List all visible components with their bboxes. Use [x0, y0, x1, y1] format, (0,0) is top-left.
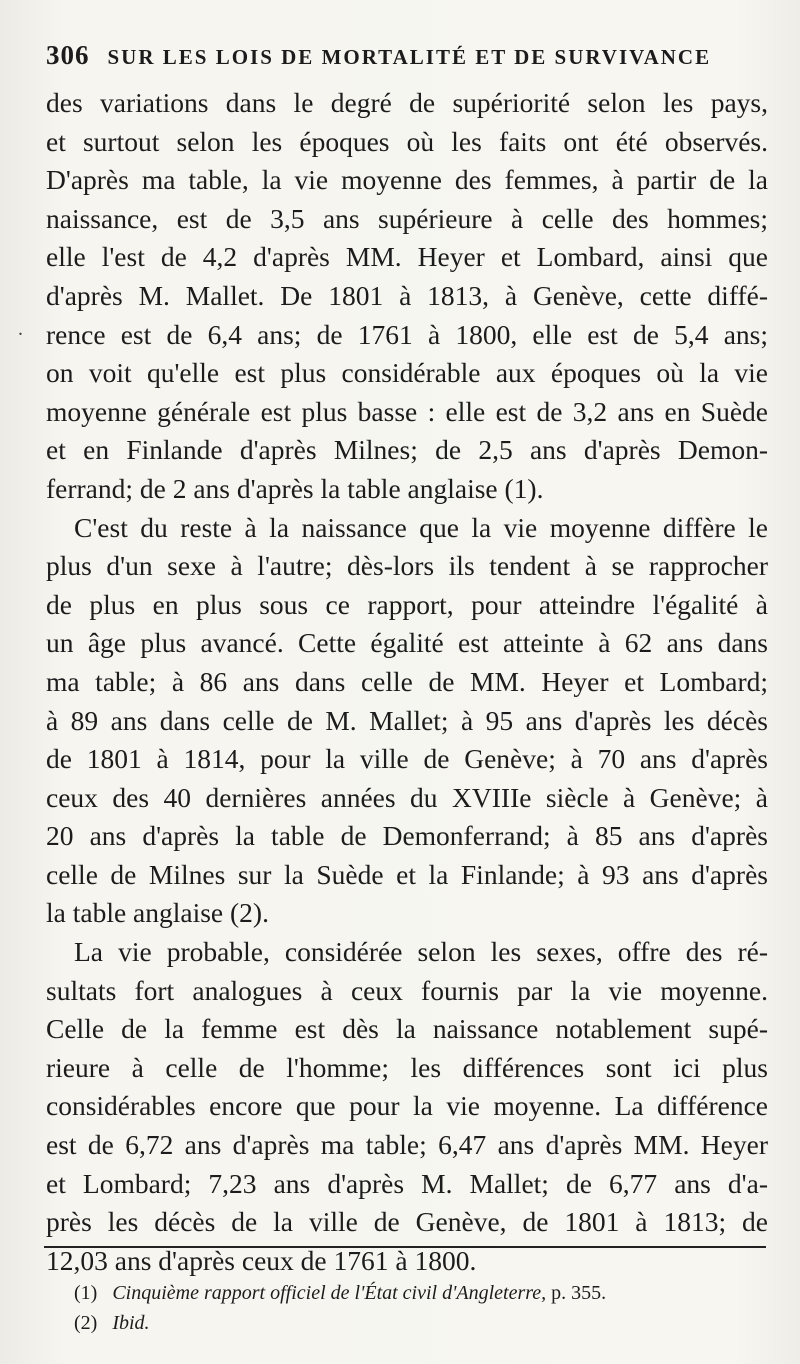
footnote-page: p. 355.	[551, 1282, 607, 1304]
text-line: Celle de la femme est dès la naissance notablement supé-	[46, 1013, 768, 1045]
text-line: de 1801 à 1814, pour la ville de Genève; à 70 ans d'après	[46, 743, 768, 775]
text-line: moyenne générale est plus basse : elle est de 3,2 ans en Suède	[46, 395, 768, 427]
text-line: et en Finlande d'après Milnes; de 2,5 ans d'après Demon-	[46, 434, 768, 466]
footnote-number: (2)	[74, 1312, 98, 1334]
text-line: ma table; à 86 ans dans celle de MM. Heyer et Lombard;	[46, 665, 768, 697]
paragraph-2	[46, 509, 768, 934]
text-line: La vie probable, considérée selon les sexes, offre des ré-	[74, 936, 768, 968]
text-line: plus d'un sexe à l'autre; dès-lors ils tendent à se rapprocher	[46, 550, 768, 582]
text-line: de plus en plus sous ce rapport, pour atteindre l'égalité à	[46, 588, 768, 620]
footnote-rule	[44, 1246, 766, 1248]
footnote-1	[74, 1278, 754, 1308]
text-line: à 89 ans dans celle de M. Mallet; à 95 ans d'après les décès	[46, 704, 768, 736]
text-line: un âge plus avancé. Cette égalité est atteinte à 62 ans dans	[46, 627, 768, 659]
text-line: celle de Milnes sur la Suède et la Finlande; à 93 ans d'après	[46, 858, 768, 890]
page-header	[46, 40, 766, 76]
text-line: des variations dans le degré de supériorité selon les pays,	[46, 87, 768, 118]
text-line: elle l'est de 4,2 d'après MM. Heyer et Lombard, ainsi que	[46, 241, 768, 273]
text-line: d'après M. Mallet. De 1801 à 1813, à Genève, cette diffé-	[46, 279, 768, 311]
footnotes	[74, 1278, 754, 1338]
text-line: D'après ma table, la vie moyenne des femmes, à partir de la	[46, 164, 768, 196]
footnote-number: (1)	[74, 1282, 98, 1304]
text-line: près les décès de la ville de Genève, de 1801 à 1813; de	[46, 1206, 768, 1238]
text-line: C'est du reste à la naissance que la vie moyenne diffère le	[74, 511, 768, 543]
page-number: 306	[46, 40, 90, 70]
text-line: 20 ans d'après la table de Demonferrand; à 85 ans d'après	[46, 820, 768, 852]
paragraph-3	[46, 933, 768, 1280]
margin-dot: .	[18, 318, 23, 340]
paragraph-1	[46, 84, 768, 509]
text-line: ferrand; de 2 ans d'après la table anglaise (1).	[46, 472, 544, 504]
text-line: est de 6,72 ans d'après ma table; 6,47 ans d'après MM. Heyer	[46, 1129, 768, 1161]
footnote-citation: Ibid.	[112, 1312, 150, 1334]
body-text	[46, 84, 768, 1280]
text-line: naissance, est de 3,5 ans supérieure à celle des hommes;	[46, 202, 768, 234]
footnote-2	[74, 1308, 754, 1338]
text-line: on voit qu'elle est plus considérable aux époques où la vie	[46, 357, 768, 389]
text-line: et Lombard; 7,23 ans d'après M. Mallet; de 6,77 ans d'a-	[46, 1167, 768, 1199]
text-line: rence est de 6,4 ans; de 1761 à 1800, elle est de 5,4 ans;	[46, 318, 768, 350]
text-line: ceux des 40 dernières années du XVIIIe siècle à Genève; à	[46, 781, 768, 813]
footnote-citation: Cinquième rapport officiel de l'État civil d'Angleterre,	[112, 1282, 547, 1304]
text-line: rieure à celle de l'homme; les différences sont ici plus	[46, 1051, 768, 1083]
text-line: 12,03 ans d'après ceux de 1761 à 1800.	[46, 1244, 477, 1276]
running-head: SUR LES LOIS DE MORTALITÉ ET DE SURVIVANCE	[107, 45, 712, 69]
text-line: la table anglaise (2).	[46, 897, 269, 929]
text-line: sultats fort analogues à ceux fournis par la vie moyenne.	[46, 974, 768, 1006]
text-line: et surtout selon les époques où les faits ont été observés.	[46, 125, 768, 157]
text-line: considérables encore que pour la vie moyenne. La différence	[46, 1090, 768, 1122]
